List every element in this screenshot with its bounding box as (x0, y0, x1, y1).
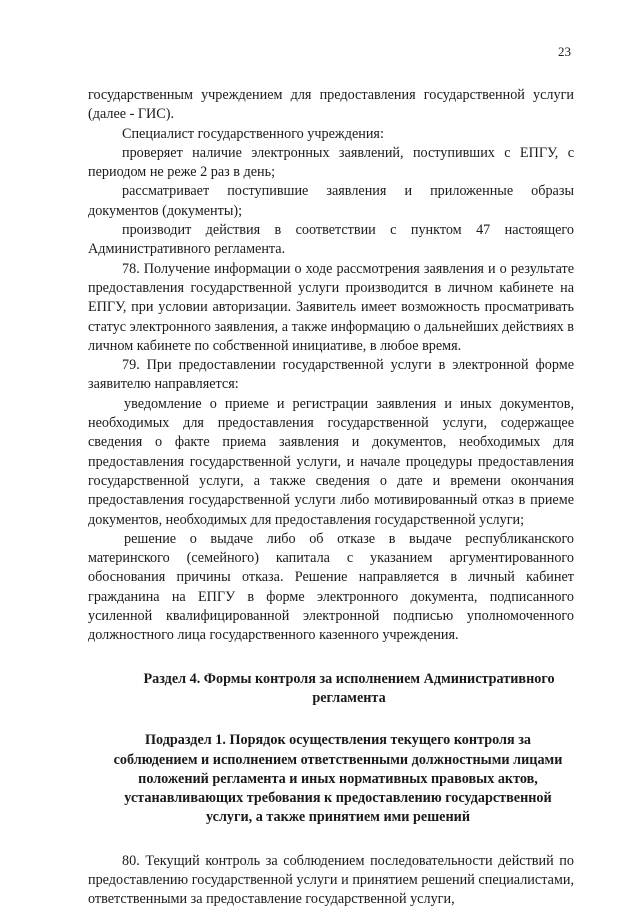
section-heading: Раздел 4. Формы контроля за исполнением Административного регламента (143, 670, 555, 706)
subsection-heading: Подраздел 1. Порядок осуществления текущего контроля за соблюдением и исполнением ответственными должностными лицами положений регламента и иных нормативных правовых актов, устанавливающих требования к предоставлению государственной услуги, а также принятием ими решений (113, 732, 563, 826)
paragraph-80: 80. Текущий контроль за соблюдением последовательности действий по предоставлению государственной услуги и принятием решений специалистами, ответственными за предоставление государственной услуги, (88, 852, 574, 908)
page-number: 23 (558, 44, 571, 59)
paragraph-actions: производит действия в соответствии с пунктом 47 настоящего Административного регламента. (88, 222, 574, 258)
paragraph-gis: государственным учреждением для предоставления государственной услуги (далее - ГИС). (88, 87, 574, 123)
paragraph-checks: проверяет наличие электронных заявлений, поступивших с ЕПГУ, с периодом не реже 2 раз в день; (88, 144, 574, 181)
paragraph-notification: уведомление о приеме и регистрации заявления и иных документов, необходимых для предоставления государственной услуги, содержащее сведения о факте приема заявления и документов, необходимых для предоставления государственной услуги, и начале процедуры предоставления государственной услуги, а также сведения о дате и времени окончания предоставления государственной услуги либо мотивированный отказ в приеме документов, необходимых для предоставления государственной услуги; (88, 395, 574, 528)
document-body (88, 86, 574, 910)
paragraph-79: 79. При предоставлении государственной услуги в электронной форме заявителю направляется: (88, 357, 574, 393)
paragraph-specialist: Специалист государственного учреждения: (122, 125, 384, 142)
paragraph-reviews: рассматривает поступившие заявления и приложенные образы документов (документы); (88, 183, 574, 219)
paragraph-decision: решение о выдаче либо об отказе в выдаче республиканского материнского (семейного) капитала с указанием аргументированного обоснования причины отказа. Решение направляется в личный кабинет гражданина на ЕПГУ в форме электронного документа, подписанного усиленной квалифицированной электронной подписью уполномоченного должностного лица государственного казенного учреждения. (88, 530, 574, 644)
paragraph-78: 78. Получение информации о ходе рассмотрения заявления и о результате предоставления государственной услуги производится в личном кабинете на ЕПГУ, при условии авторизации. Заявитель имеет возможность просматривать статус электронного заявления, а также информацию о дальнейших действиях в личном кабинете по собственной инициативе, в любое время. (88, 260, 574, 354)
